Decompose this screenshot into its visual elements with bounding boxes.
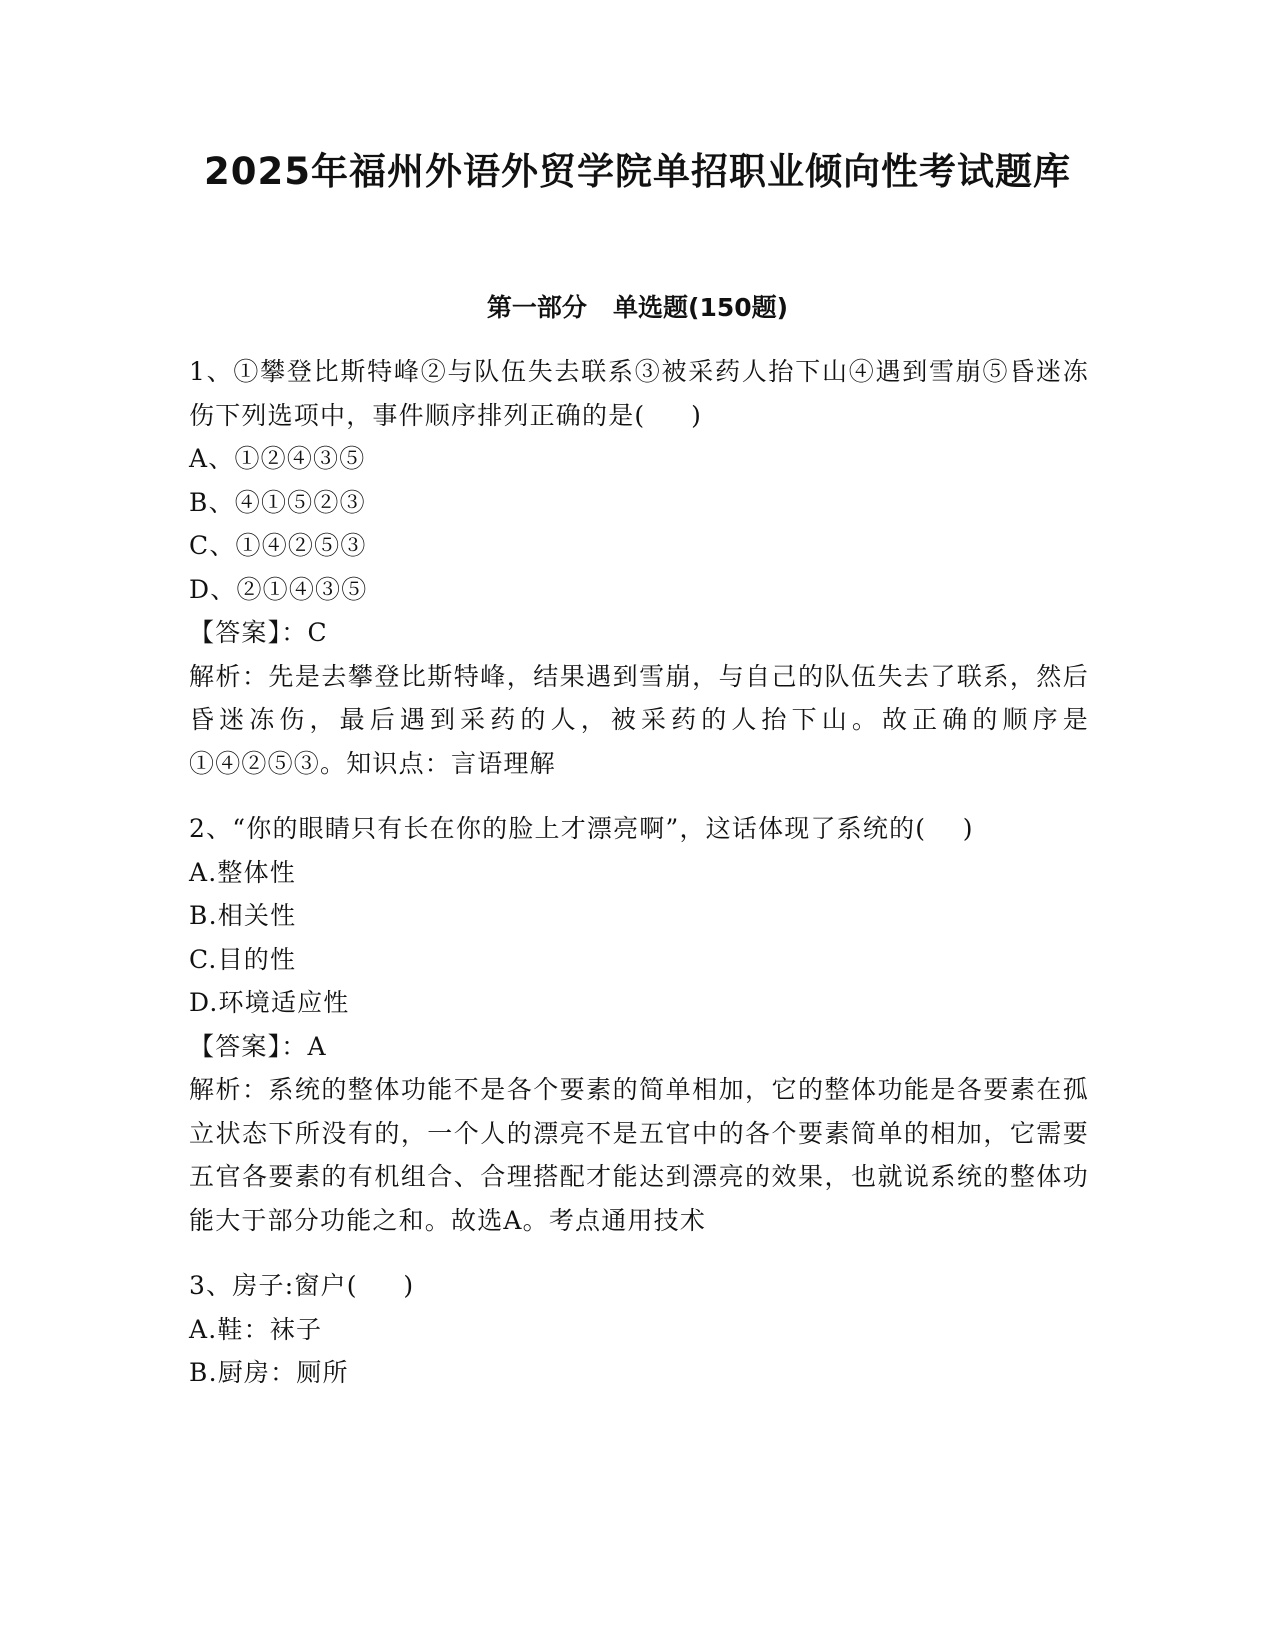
question-stem: 2、“你的眼睛只有长在你的脸上才漂亮啊”，这话体现了系统的( ) <box>189 814 974 843</box>
option-c: C、①④②⑤③ <box>189 531 367 560</box>
option-d: D、②①④③⑤ <box>189 574 368 604</box>
question-list <box>189 350 1089 1417</box>
question-2 <box>189 807 1089 1242</box>
answer-line: 【答案】：A <box>189 1031 327 1061</box>
option-a: A.整体性 <box>189 857 297 887</box>
option-b: B、④①⑤②③ <box>189 487 366 517</box>
option-c: C.目的性 <box>189 944 297 974</box>
question-3 <box>189 1264 1089 1395</box>
option-a: A.鞋：袜子 <box>189 1314 323 1344</box>
section-heading: 第一部分 单选题(150题) <box>486 293 789 322</box>
explanation: 解析：先是去攀登比斯特峰，结果遇到雪崩，与自己的队伍失去了联系，然后昏迷冻伤，最后遇到采药的人，被采药的人抬下山。故正确的顺序是①④②⑤③。知识点：言语理解 <box>189 661 1089 778</box>
question-1 <box>189 350 1089 785</box>
option-b: B.厨房：厕所 <box>189 1358 349 1387</box>
question-stem: 3、房子:窗户( ) <box>189 1271 415 1300</box>
document-title: 2025年福州外语外贸学院单招职业倾向性考试题库 <box>204 150 1071 193</box>
question-stem: 1、①攀登比斯特峰②与队伍失去联系③被采药人抬下山④遇到雪崩⑤昏迷冻伤下列选项中，事件顺序排列正确的是( ) <box>189 357 1089 430</box>
answer-line: 【答案】：C <box>189 618 328 647</box>
option-a: A、①②④③⑤ <box>189 444 366 473</box>
option-b: B.相关性 <box>189 901 297 930</box>
option-d: D.环境适应性 <box>189 988 350 1017</box>
explanation: 解析：系统的整体功能不是各个要素的简单相加，它的整体功能是各要素在孤立状态下所没有的，一个人的漂亮不是五官中的各个要素简单的相加，它需要五官各要素的有机组合、合理搭配才能达到漂亮的效果，也就说系统的整体功能大于部分功能之和。故选A。考点通用技术 <box>189 1075 1089 1235</box>
